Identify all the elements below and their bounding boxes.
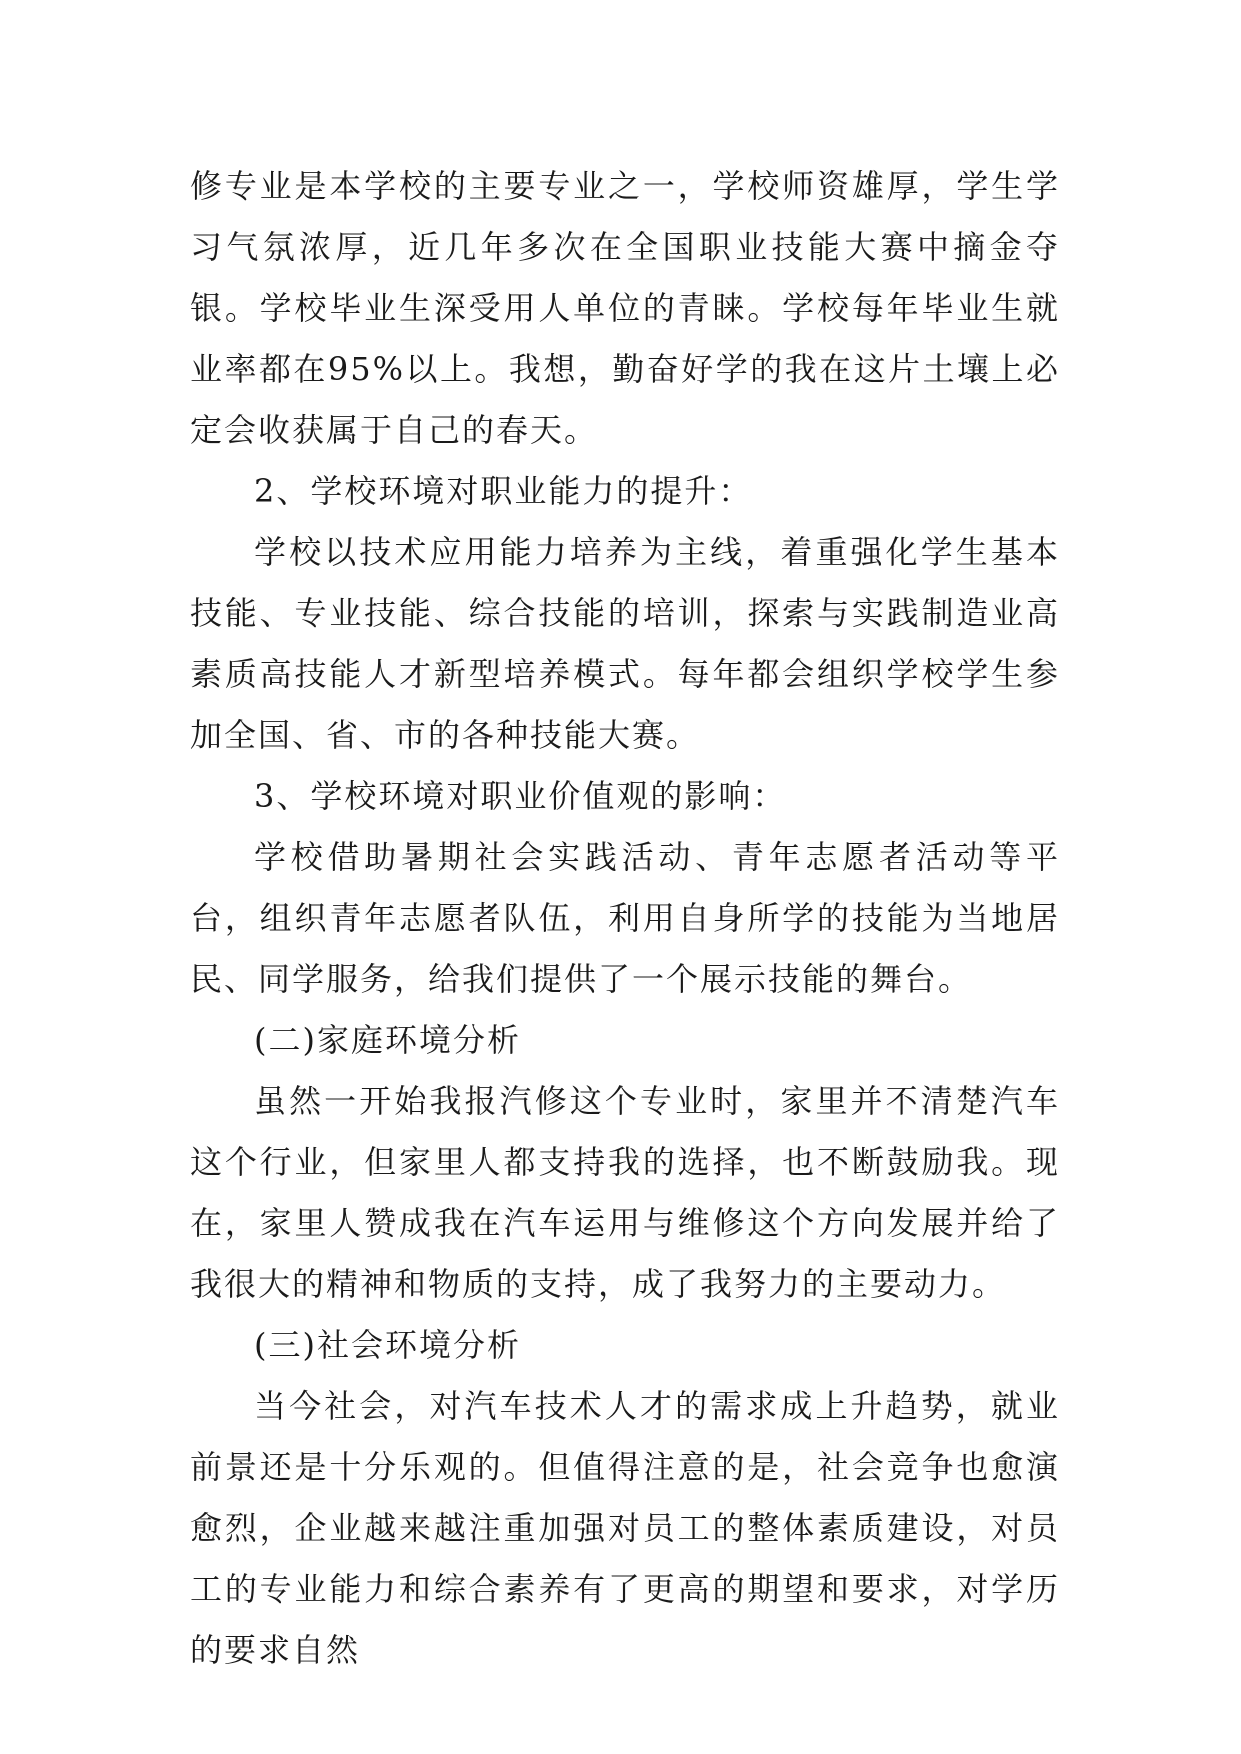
heading-school-values: 3、学校环境对职业价值观的影响： bbox=[254, 777, 787, 815]
paragraph-school-values: 学校借助暑期社会实践活动、青年志愿者活动等平台，组织青年志愿者队伍，利用自身所学的技能为当地居民、同学服务，给我们提供了一个展示技能的舞台。 bbox=[190, 838, 1060, 998]
heading-family-environment: (二)家庭环境分析 bbox=[254, 1021, 521, 1059]
paragraph-social-environment: 当今社会，对汽车技术人才的需求成上升趋势，就业前景还是十分乐观的。但值得注意的是，社会竞争也愈演愈烈，企业越来越注重加强对员工的整体素质建设，对员工的专业能力和综合素养有了更高的期望和要求，对学历的要求自然 bbox=[190, 1387, 1060, 1669]
paragraph-school-ability: 学校以技术应用能力培养为主线，着重强化学生基本技能、专业技能、综合技能的培训，探索与实践制造业高素质高技能人才新型培养模式。每年都会组织学校学生参加全国、省、市的各种技能大赛。 bbox=[190, 533, 1060, 754]
paragraph-family-environment: 虽然一开始我报汽修这个专业时，家里并不清楚汽车这个行业，但家里人都支持我的选择，也不断鼓励我。现在，家里人赞成我在汽车运用与维修这个方向发展并给了我很大的精神和物质的支持，成了我努力的主要动力。 bbox=[190, 1082, 1060, 1303]
heading-social-environment: (三)社会环境分析 bbox=[254, 1326, 521, 1364]
heading-school-ability: 2、学校环境对职业能力的提升： bbox=[254, 472, 753, 510]
paragraph-school-intro-continued: 修专业是本学校的主要专业之一，学校师资雄厚，学生学习气氛浓厚，近几年多次在全国职业技能大赛中摘金夺银。学校毕业生深受用人单位的青睐。学校每年毕业生就业率都在95%以上。我想，勤奋好学的我在这片土壤上必定会收获属于自己的春天。 bbox=[190, 167, 1060, 449]
document-body bbox=[190, 156, 1060, 1681]
